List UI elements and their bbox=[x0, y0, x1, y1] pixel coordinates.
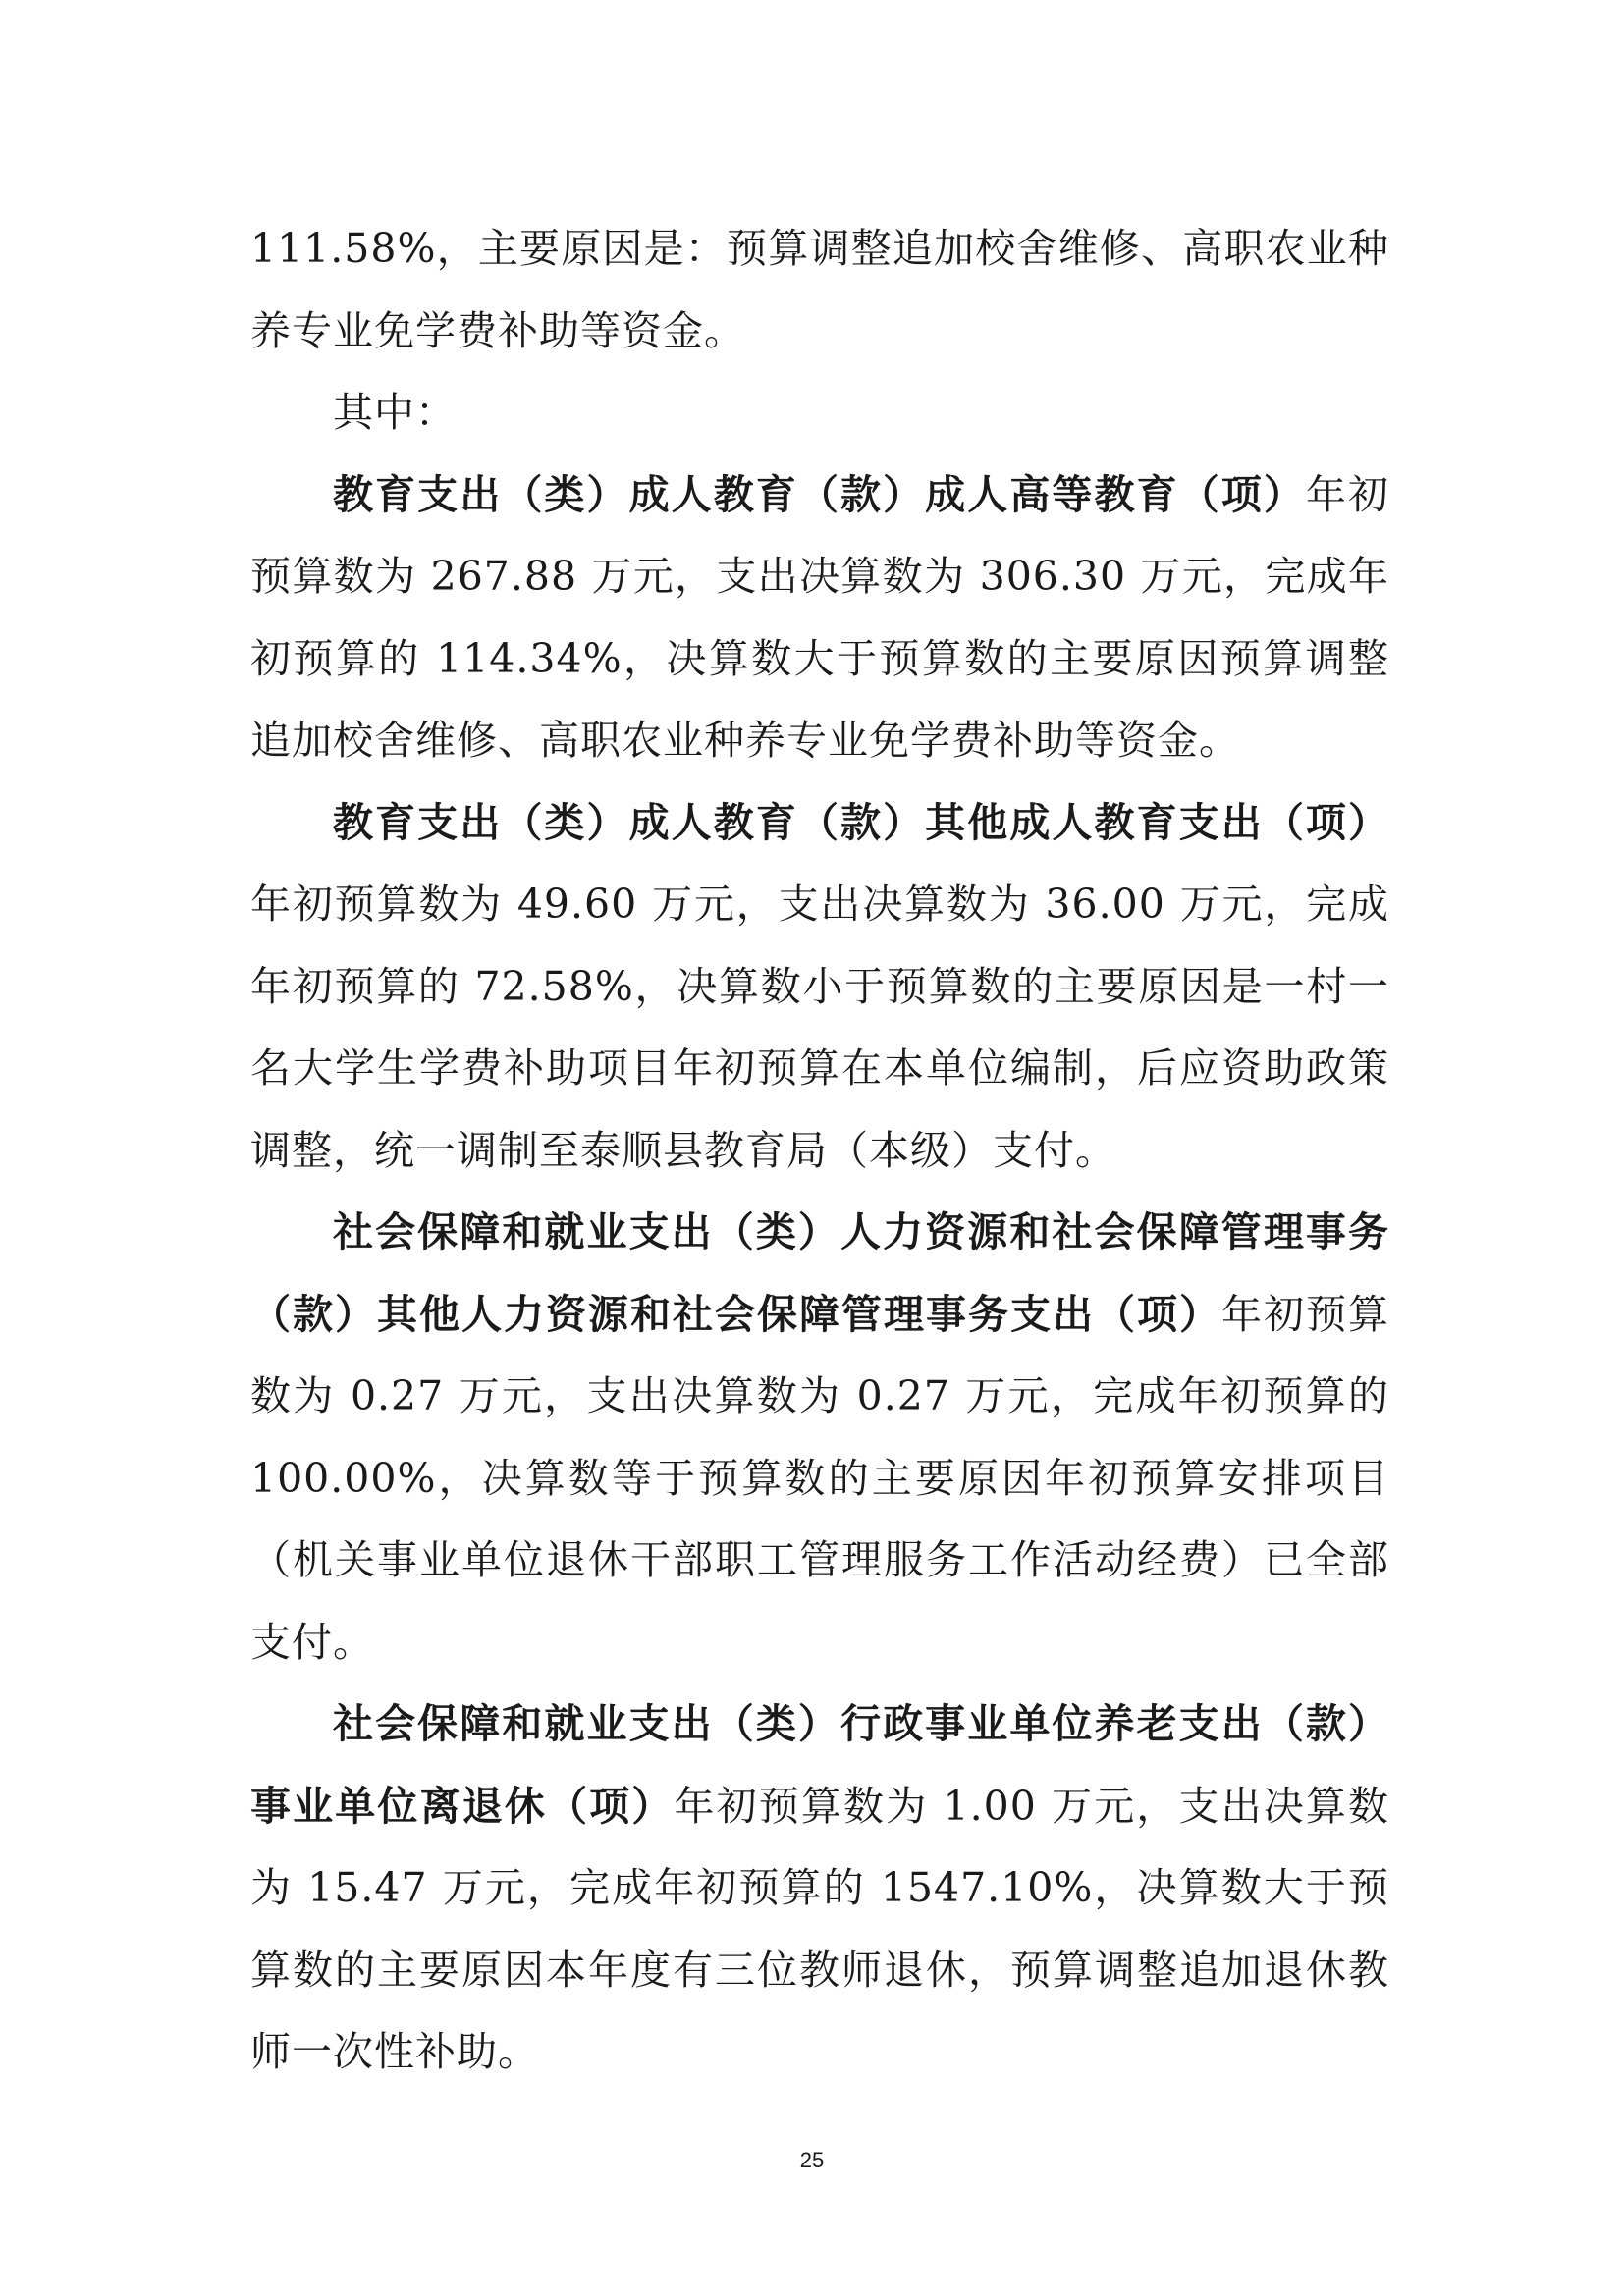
document-body bbox=[250, 208, 1389, 2094]
paragraph-4-text: 年初预算数为 49.60 万元，支出决算数为 36.00 万元，完成年初预算的 72.58%，决算数小于预算数的主要原因是一村一名大学生学费补助项目年初预算在本单位编制，后应资助政策调整，统一调制至泰顺县教育局（本级）支付。 bbox=[250, 881, 1389, 1174]
paragraph-6-text: 年初预算数为 1.00 万元，支出决算数为 15.47 万元，完成年初预算的 1547.10%，决算数大于预算数的主要原因本年度有三位教师退休，预算调整追加退休教师一次性补助。 bbox=[250, 1782, 1390, 2075]
paragraph-6 bbox=[250, 1683, 1389, 2094]
paragraph-5-heading: 社会保障和就业支出（类）人力资源和社会保障管理事务（款）其他人力资源和社会保障管理事务支出（项） bbox=[250, 1208, 1389, 1338]
page-number: 25 bbox=[799, 2148, 825, 2172]
paragraph-4 bbox=[250, 782, 1389, 1193]
paragraph-5 bbox=[250, 1192, 1389, 1683]
paragraph-2-text: 其中： bbox=[333, 389, 457, 436]
paragraph-6-heading: 社会保障和就业支出（类）行政事业单位养老支出（款）事业单位离退休（项） bbox=[250, 1700, 1389, 1830]
paragraph-1 bbox=[250, 208, 1389, 372]
paragraph-5-text: 年初预算数为 0.27 万元，支出决算数为 0.27 万元，完成年初预算的 100.00%，决算数等于预算数的主要原因年初预算安排项目（机关事业单位退休干部职工管理服务工作活动经费）已全部支付。 bbox=[250, 1290, 1389, 1666]
paragraph-4-heading: 教育支出（类）成人教育（款）其他成人教育支出（项） bbox=[333, 798, 1389, 846]
paragraph-1-text: 111.58%，主要原因是：预算调整追加校舍维修、高职农业种养专业免学费补助等资金。 bbox=[250, 225, 1389, 354]
paragraph-3 bbox=[250, 454, 1389, 782]
paragraph-2 bbox=[250, 372, 1389, 454]
paragraph-3-text: 年初预算数为 267.88 万元，支出决算数为 306.30 万元，完成年初预算的 114.34%，决算数大于预算数的主要原因预算调整追加校舍维修、高职农业种养专业免学费补助等资金。 bbox=[250, 470, 1390, 764]
paragraph-3-heading: 教育支出（类）成人教育（款）成人高等教育（项） bbox=[333, 470, 1306, 518]
